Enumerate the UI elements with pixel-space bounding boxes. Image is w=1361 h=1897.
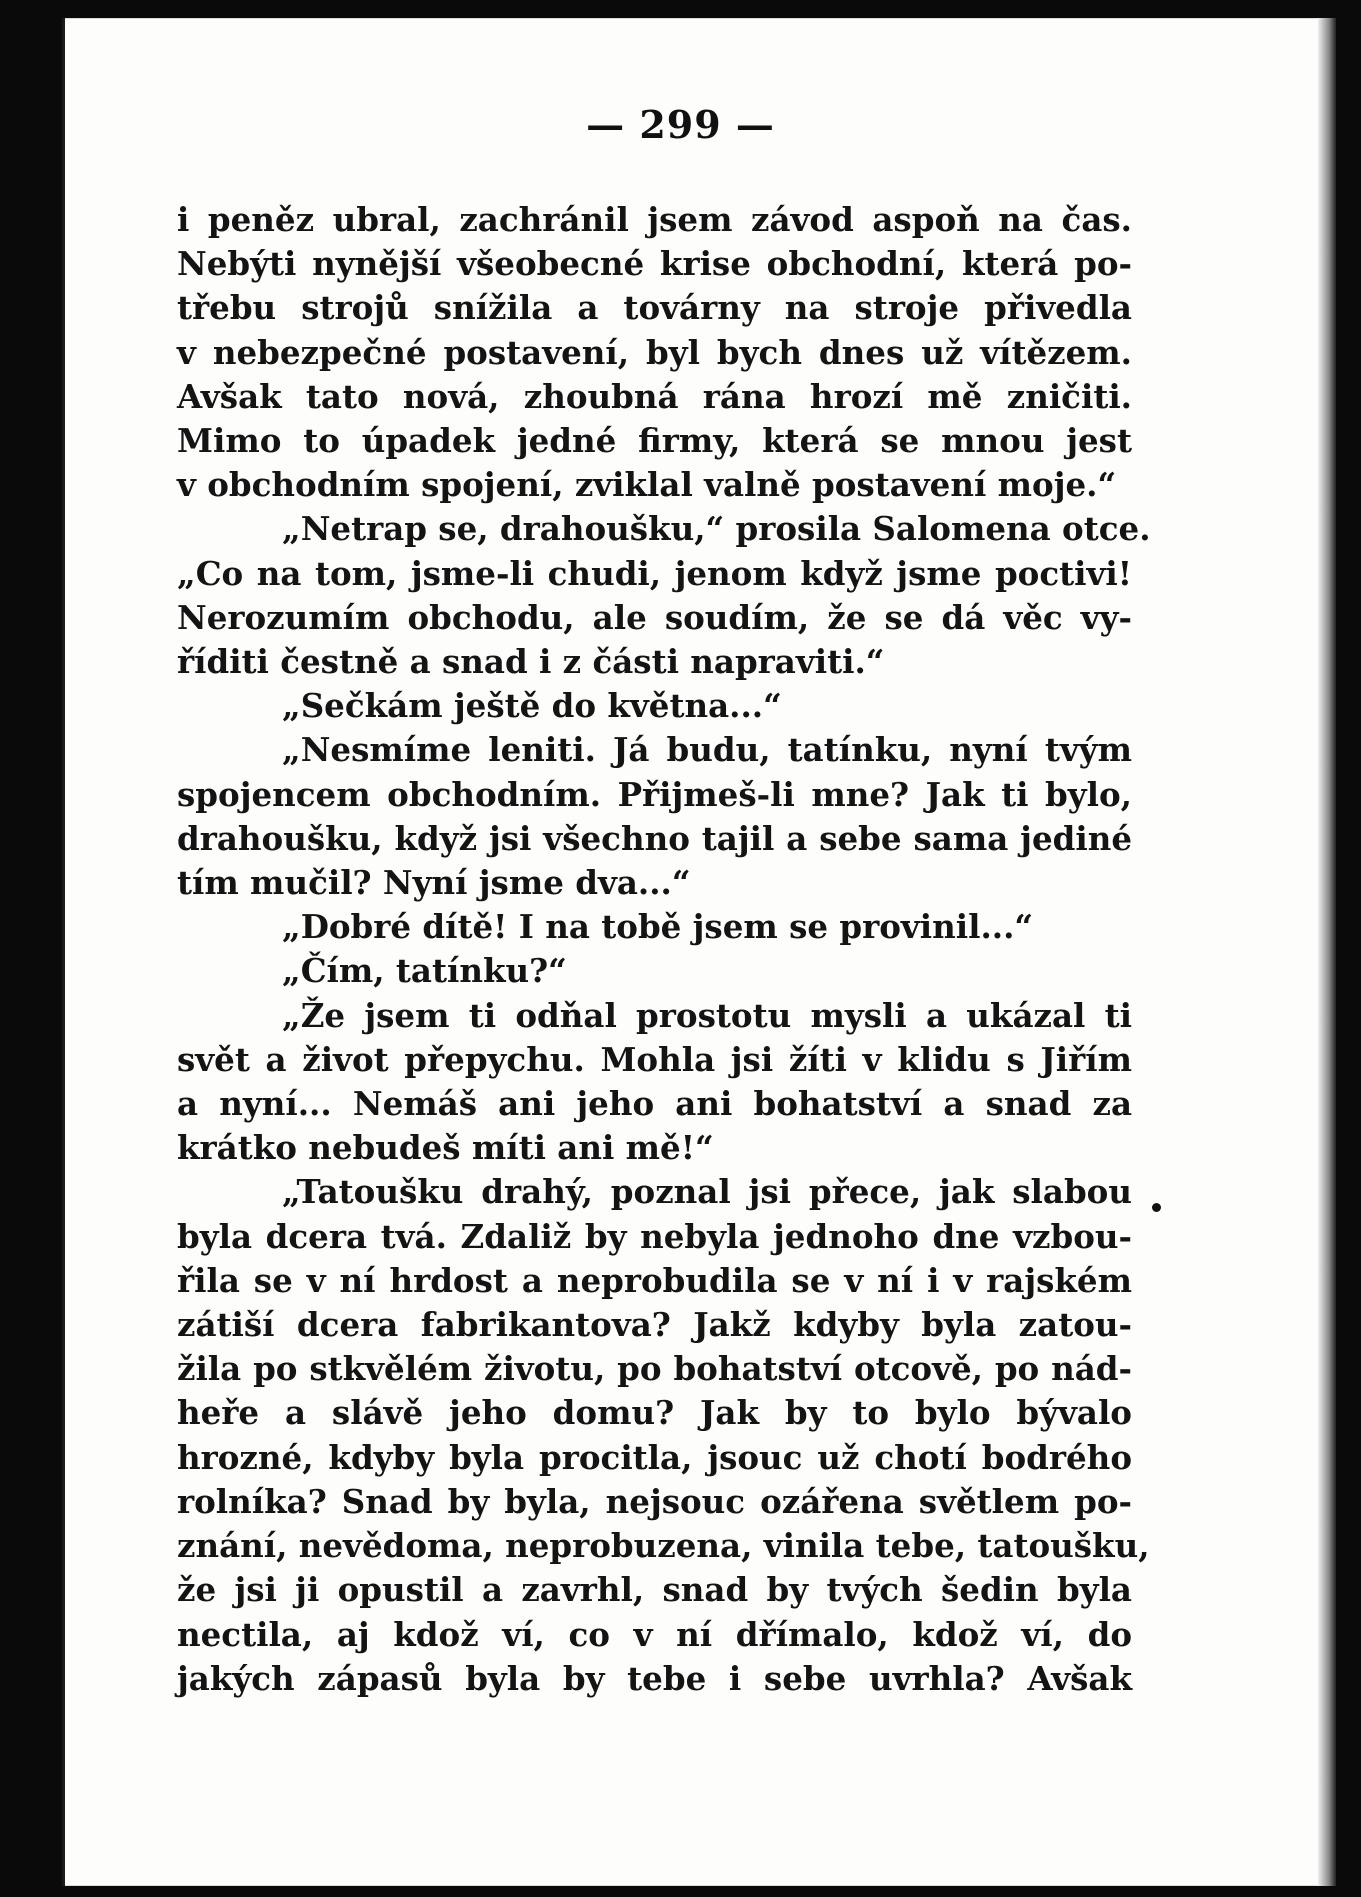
text-line: rolníka? Snad by byla, nejsouc ozářena světlem po- (177, 1481, 1132, 1521)
text-line: a nyní... Nemáš ani jeho ani bohatství a snad za (177, 1084, 1132, 1124)
text-line: Mimo to úpadek jedné firmy, která se mnou jest (177, 421, 1132, 461)
text-line: spojencem obchodním. Přijmeš-li mne? Jak ti bylo, (177, 774, 1132, 814)
text-line: „Co na tom, jsme-li chudi, jenom když jsme poctivi! (177, 553, 1132, 593)
text-line: zátiší dcera fabrikantova? Jakž kdyby byla zatou- (177, 1305, 1132, 1345)
text-line: říditi čestně a snad i z části napraviti.“ (177, 642, 885, 682)
text-line: i peněz ubral, zachránil jsem závod aspoň na čas. (177, 200, 1132, 239)
text-line: krátko nebudeš míti ani mě!“ (177, 1128, 714, 1168)
page-left-border (62, 18, 65, 1886)
page-number-header: — 299 — (586, 102, 775, 147)
text-line: v obchodním spojení, zviklal valně postavení moje.“ (177, 465, 1117, 505)
text-line: Avšak tato nová, zhoubná rána hrozí mě zničiti. (177, 376, 1132, 416)
text-line: nectila, aj kdož ví, co v ní dřímalo, kdož ví, do (177, 1614, 1132, 1654)
text-line: „Nesmíme leniti. Já budu, tatínku, nyní tvým (282, 730, 1132, 770)
text-line: Nebýti nynější všeobecné krise obchodní, která po- (177, 244, 1132, 284)
text-line: „Čím, tatínku?“ (282, 951, 567, 991)
text-line: Nerozumím obchodu, ale soudím, že se dá věc vy- (177, 597, 1132, 637)
text-line: řila se v ní hrdost a neprobudila se v ní i v rajském (177, 1260, 1132, 1300)
text-line: „Dobré dítě! I na tobě jsem se provinil...“ (282, 907, 1034, 947)
text-line: byla dcera tvá. Zdaliž by nebyla jednoho dne vzbou- (177, 1216, 1132, 1256)
text-line: „Netrap se, drahoušku,“ prosila Salomena otce. (282, 509, 1151, 549)
page-right-edge-shadow (1318, 18, 1336, 1886)
text-line: žila po stkvělém životu, po bohatství otcově, po nád- (177, 1349, 1132, 1389)
text-line: heře a slávě jeho domu? Jak by to bylo bývalo (177, 1393, 1132, 1433)
text-line: znání, nevědoma, neprobuzena, vinila tebe, tatoušku, (177, 1526, 1150, 1566)
text-line: drahoušku, když jsi všechno tajil a sebe sama jediné (177, 818, 1132, 858)
body-text (177, 198, 1151, 1701)
text-line: tím mučil? Nyní jsme dva...“ (177, 863, 691, 903)
text-line: hrozné, kdyby byla procitla, jsouc už chotí bodrého (177, 1437, 1132, 1477)
margin-dot-mark (1152, 1203, 1161, 1212)
text-line: třebu strojů snížila a továrny na stroje přivedla (177, 288, 1132, 328)
text-line: že jsi ji opustil a zavrhl, snad by tvých šedin byla (177, 1570, 1132, 1610)
text-line: jakých zápasů byla by tebe i sebe uvrhla? Avšak (177, 1658, 1132, 1698)
text-line: svět a život přepychu. Mohla jsi žíti v klidu s Jiřím (177, 1039, 1132, 1079)
text-line: „Že jsem ti odňal prostotu mysli a ukázal ti (282, 995, 1132, 1035)
text-line: „Sečkám ještě do května...“ (282, 686, 782, 726)
text-line: v nebezpečné postavení, byl bych dnes už vítězem. (177, 332, 1132, 372)
text-line: „Tatoušku drahý, poznal jsi přece, jak slabou (282, 1172, 1132, 1212)
